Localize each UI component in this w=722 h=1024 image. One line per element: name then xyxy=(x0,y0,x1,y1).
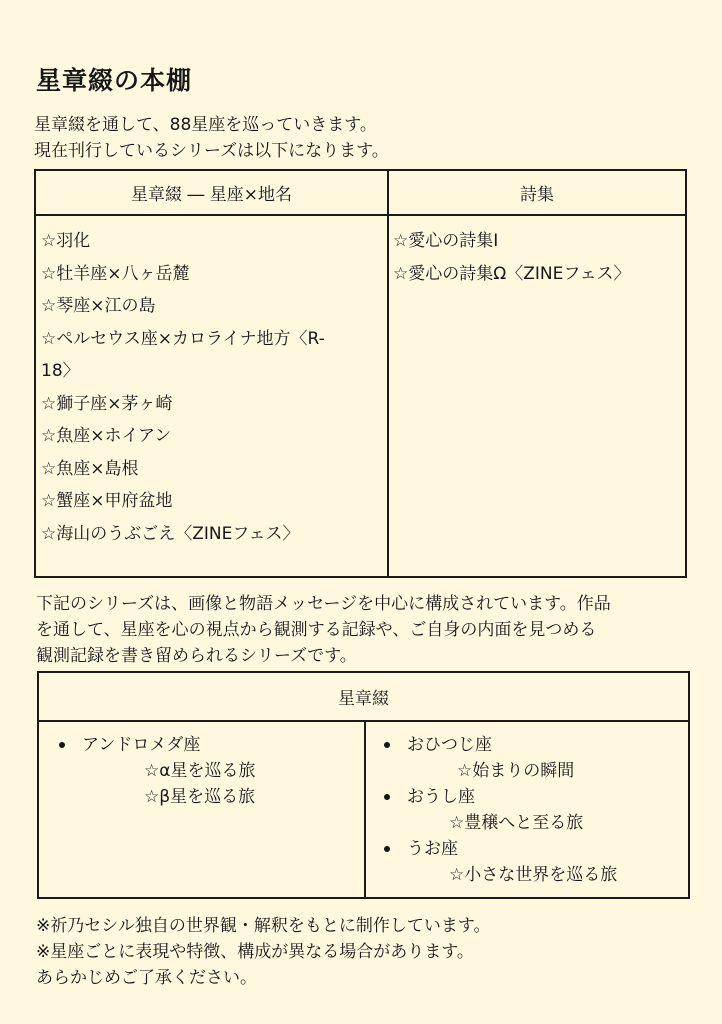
note-line: ※祈乃セシル独自の世界観・解釈をもとに制作しています。 xyxy=(36,916,491,936)
intro-line: 星章綴を通して、88星座を巡っていきます。 xyxy=(34,115,377,135)
list-item: ☆羽化 xyxy=(41,231,91,251)
constellation-name: うお座 xyxy=(407,839,458,859)
constellation-table-divider xyxy=(364,722,366,897)
bullet-icon xyxy=(384,794,390,800)
page-title: 星章綴の本棚 xyxy=(36,66,193,95)
list-item: ☆魚座×島根 xyxy=(41,458,139,479)
bullet-icon xyxy=(384,742,390,748)
constellation-column-left xyxy=(57,732,357,810)
list-item: 18〉 xyxy=(41,361,80,381)
bullet-icon xyxy=(59,742,65,748)
series-list-left xyxy=(41,225,381,550)
paragraph-line: を通して、星座を心の視点から観測する記録や、ご自身の内面を見つめる xyxy=(36,620,597,640)
list-item: ☆ペルセウス座×カロライナ地方〈R- xyxy=(41,328,325,349)
constellation-name: おひつじ座 xyxy=(407,735,492,755)
list-item: ☆獅子座×茅ヶ崎 xyxy=(41,393,173,414)
paragraph-line: 下記のシリーズは、画像と物語メッセージを中心に構成されています。作品 xyxy=(36,594,611,614)
series-table-divider xyxy=(387,171,389,576)
list-item: ☆海山のうぶごえ〈ZINEフェス〉 xyxy=(41,523,300,544)
description-paragraph xyxy=(36,591,611,669)
note-line: あらかじめご了承ください。 xyxy=(36,968,257,988)
list-item: ☆牡羊座×八ヶ岳麓 xyxy=(41,263,190,284)
series-list-right xyxy=(393,225,683,290)
list-item: ☆魚座×ホイアン xyxy=(41,426,172,446)
intro-text xyxy=(34,112,389,164)
notes xyxy=(36,913,490,991)
paragraph-line: 観測記録を書き留められるシリーズです。 xyxy=(36,646,357,666)
list-item: ☆愛心の詩集Ⅰ xyxy=(393,231,499,251)
constellation-table xyxy=(37,671,690,899)
list-item xyxy=(382,784,682,810)
series-table-header-left: 星章綴 ― 星座×地名 xyxy=(130,185,293,205)
list-item: ☆愛心の詩集Ω〈ZINEフェス〉 xyxy=(393,263,631,284)
sub-item: ☆始まりの瞬間 xyxy=(457,761,575,781)
constellation-table-header: 星章綴 xyxy=(39,673,688,722)
list-item xyxy=(57,732,357,758)
sub-item: ☆β星を巡る旅 xyxy=(144,787,256,807)
intro-line: 現在刊行しているシリーズは以下になります。 xyxy=(34,141,389,161)
sub-item: ☆豊穣へと至る旅 xyxy=(449,813,584,833)
constellation-column-right xyxy=(382,732,682,888)
list-item: ☆蟹座×甲府盆地 xyxy=(41,491,173,511)
series-table-header-right: 詩集 xyxy=(520,185,554,205)
constellation-name: おうし座 xyxy=(407,787,475,807)
sub-item: ☆小さな世界を巡る旅 xyxy=(449,865,618,885)
sub-item: ☆α星を巡る旅 xyxy=(144,761,256,781)
list-item: ☆琴座×江の島 xyxy=(41,296,156,316)
note-line: ※星座ごとに表現や特徴、構成が異なる場合があります。 xyxy=(36,942,474,962)
constellation-name: アンドロメダ座 xyxy=(82,735,201,755)
bullet-icon xyxy=(384,846,390,852)
list-item xyxy=(382,732,682,758)
list-item xyxy=(382,836,682,862)
series-table xyxy=(34,169,687,578)
